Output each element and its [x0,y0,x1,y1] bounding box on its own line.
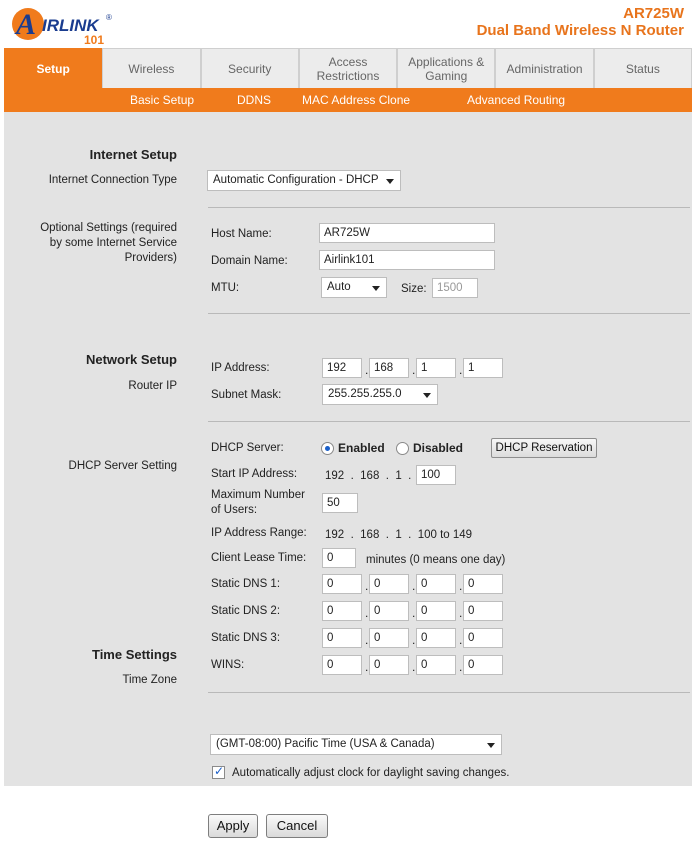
domain-name-label: Domain Name: [211,255,288,267]
subnav-basic-setup[interactable]: Basic Setup [130,93,195,107]
wins-octet-3[interactable]: 0 [416,655,456,675]
start-ip-label: Start IP Address: [211,468,298,480]
tab-administration[interactable]: Administration [495,48,593,88]
dhcp-disabled-label[interactable]: Disabled [413,441,464,455]
dot-separator: . [412,606,416,620]
connection-type-label: Internet Connection Type [48,174,177,186]
chevron-down-icon [386,179,394,184]
time-zone-value: (GMT-08:00) Pacific Time (USA & Canada) [216,738,435,750]
mtu-select[interactable] [321,277,387,298]
chevron-down-icon [423,393,431,398]
internet-setup-title: Internet Setup [89,147,177,162]
connection-type-value: Automatic Configuration - DHCP [213,174,379,186]
dot-separator: . [412,579,416,593]
sub-navigation [4,88,692,112]
tab-security[interactable]: Security [201,48,299,88]
dst-label[interactable]: Automatically adjust clock for daylight saving changes. [232,767,510,779]
wins-octet-4[interactable]: 0 [463,655,503,675]
max-users-label-line1: Maximum Number [211,489,305,501]
model-number: AR725W [623,5,684,22]
chevron-down-icon [487,743,495,748]
ip-range-label: IP Address Range: [211,527,307,539]
cancel-button[interactable]: Cancel [266,814,328,838]
ip-octet-4[interactable]: 1 [463,358,503,378]
dst-checkbox[interactable] [212,766,225,779]
svg-text:IRLINK: IRLINK [42,16,99,35]
subnav-advanced-routing[interactable]: Advanced Routing [467,93,566,107]
subnet-mask-value: 255.255.255.0 [328,388,402,400]
dot-separator: . [365,606,369,620]
svg-text:101: 101 [84,33,105,46]
mtu-size-label: Size: [401,283,427,295]
max-users-label-line2: of Users: [211,504,258,516]
dot-separator: . [412,660,416,674]
dhcp-server-setting-label: DHCP Server Setting [68,460,177,472]
tab-access-restrictions-label: Access Restrictions [316,54,380,83]
mtu-label: MTU: [211,282,240,294]
ip-octet-3[interactable]: 1 [416,358,456,378]
dhcp-disabled-radio[interactable] [396,442,409,455]
svg-text:A: A [16,8,37,41]
tab-applications-gaming-label: Applications & Gaming [408,54,485,83]
dot-separator: . [459,660,463,674]
time-settings-title: Time Settings [91,647,177,662]
network-setup-title: Network Setup [85,352,177,367]
connection-type-select[interactable] [207,170,401,191]
dot-separator: . [365,579,369,593]
dns3-octet-3[interactable]: 0 [416,628,456,648]
dot-separator: . [365,363,369,377]
dot-separator: . [365,633,369,647]
optional-settings-label-line3: Providers) [124,252,177,264]
dot-separator: . [459,579,463,593]
setup-form [4,112,692,786]
airlink-logo [10,4,120,46]
header [0,0,696,48]
dhcp-reservation-button[interactable]: DHCP Reservation [491,438,597,458]
static-dns1-label: Static DNS 1: [211,578,281,590]
wins-label: WINS: [211,659,245,671]
domain-name-input[interactable]: Airlink101 [319,250,495,270]
divider [208,421,690,422]
main-tabs [4,48,692,88]
subnet-mask-label: Subnet Mask: [211,389,282,401]
subnet-mask-select[interactable] [322,384,438,405]
dns3-octet-1[interactable]: 0 [322,628,362,648]
ip-octet-2[interactable]: 168 [369,358,409,378]
mtu-value: Auto [327,281,351,293]
divider [208,692,690,693]
dhcp-enabled-radio[interactable] [321,442,334,455]
host-name-input[interactable]: AR725W [319,223,495,243]
dns1-octet-2[interactable]: 0 [369,574,409,594]
optional-settings-label-line2: by some Internet Service [49,237,177,249]
divider [208,207,690,208]
dns2-octet-4[interactable]: 0 [463,601,503,621]
apply-button[interactable]: Apply [208,814,258,838]
mtu-size-input[interactable]: 1500 [432,278,478,298]
start-ip-octet-4[interactable]: 100 [416,465,456,485]
tab-status[interactable]: Status [594,48,692,88]
dot-separator: . [459,363,463,377]
subnav-mac-address-clone[interactable]: MAC Address Clone [302,93,411,107]
product-name: Dual Band Wireless N Router [476,22,684,39]
host-name-label: Host Name: [211,228,272,240]
router-ip-label: Router IP [128,380,177,392]
dns1-octet-1[interactable]: 0 [322,574,362,594]
dot-separator: . [459,606,463,620]
dhcp-server-label: DHCP Server: [211,442,284,454]
lease-time-label: Client Lease Time: [211,552,307,564]
optional-settings-label-line1: Optional Settings (required [40,222,177,234]
tab-applications-gaming[interactable] [397,48,495,88]
lease-time-note: minutes (0 means one day) [366,554,506,566]
divider [208,313,690,314]
svg-text:®: ® [106,13,112,22]
tab-wireless[interactable]: Wireless [102,48,200,88]
ip-octet-1[interactable]: 192 [322,358,362,378]
lease-time-input[interactable]: 0 [322,548,356,568]
static-dns3-label: Static DNS 3: [211,632,281,644]
tab-access-restrictions[interactable] [299,48,397,88]
dns1-octet-4[interactable]: 0 [463,574,503,594]
chevron-down-icon [372,286,380,291]
dns2-octet-2[interactable]: 0 [369,601,409,621]
tab-setup[interactable]: Setup [4,48,102,88]
wins-octet-1[interactable]: 0 [322,655,362,675]
max-users-input[interactable]: 50 [322,493,358,513]
dot-separator: . [412,633,416,647]
model-block [477,6,684,40]
time-zone-select[interactable] [210,734,502,755]
time-zone-label: Time Zone [122,674,177,686]
dns1-octet-3[interactable]: 0 [416,574,456,594]
ip-address-label: IP Address: [211,362,270,374]
start-ip-prefix: 192 . 168 . 1 . [325,470,412,482]
dot-separator: . [459,633,463,647]
dns2-octet-3[interactable]: 0 [416,601,456,621]
dot-separator: . [365,660,369,674]
dns3-octet-4[interactable]: 0 [463,628,503,648]
dns3-octet-2[interactable]: 0 [369,628,409,648]
static-dns2-label: Static DNS 2: [211,605,281,617]
dhcp-enabled-label[interactable]: Enabled [338,441,385,455]
dns2-octet-1[interactable]: 0 [322,601,362,621]
subnav-ddns[interactable]: DDNS [237,93,272,107]
wins-octet-2[interactable]: 0 [369,655,409,675]
dot-separator: . [412,363,416,377]
ip-range-value: 192 . 168 . 1 . 100 to 149 [325,529,473,541]
